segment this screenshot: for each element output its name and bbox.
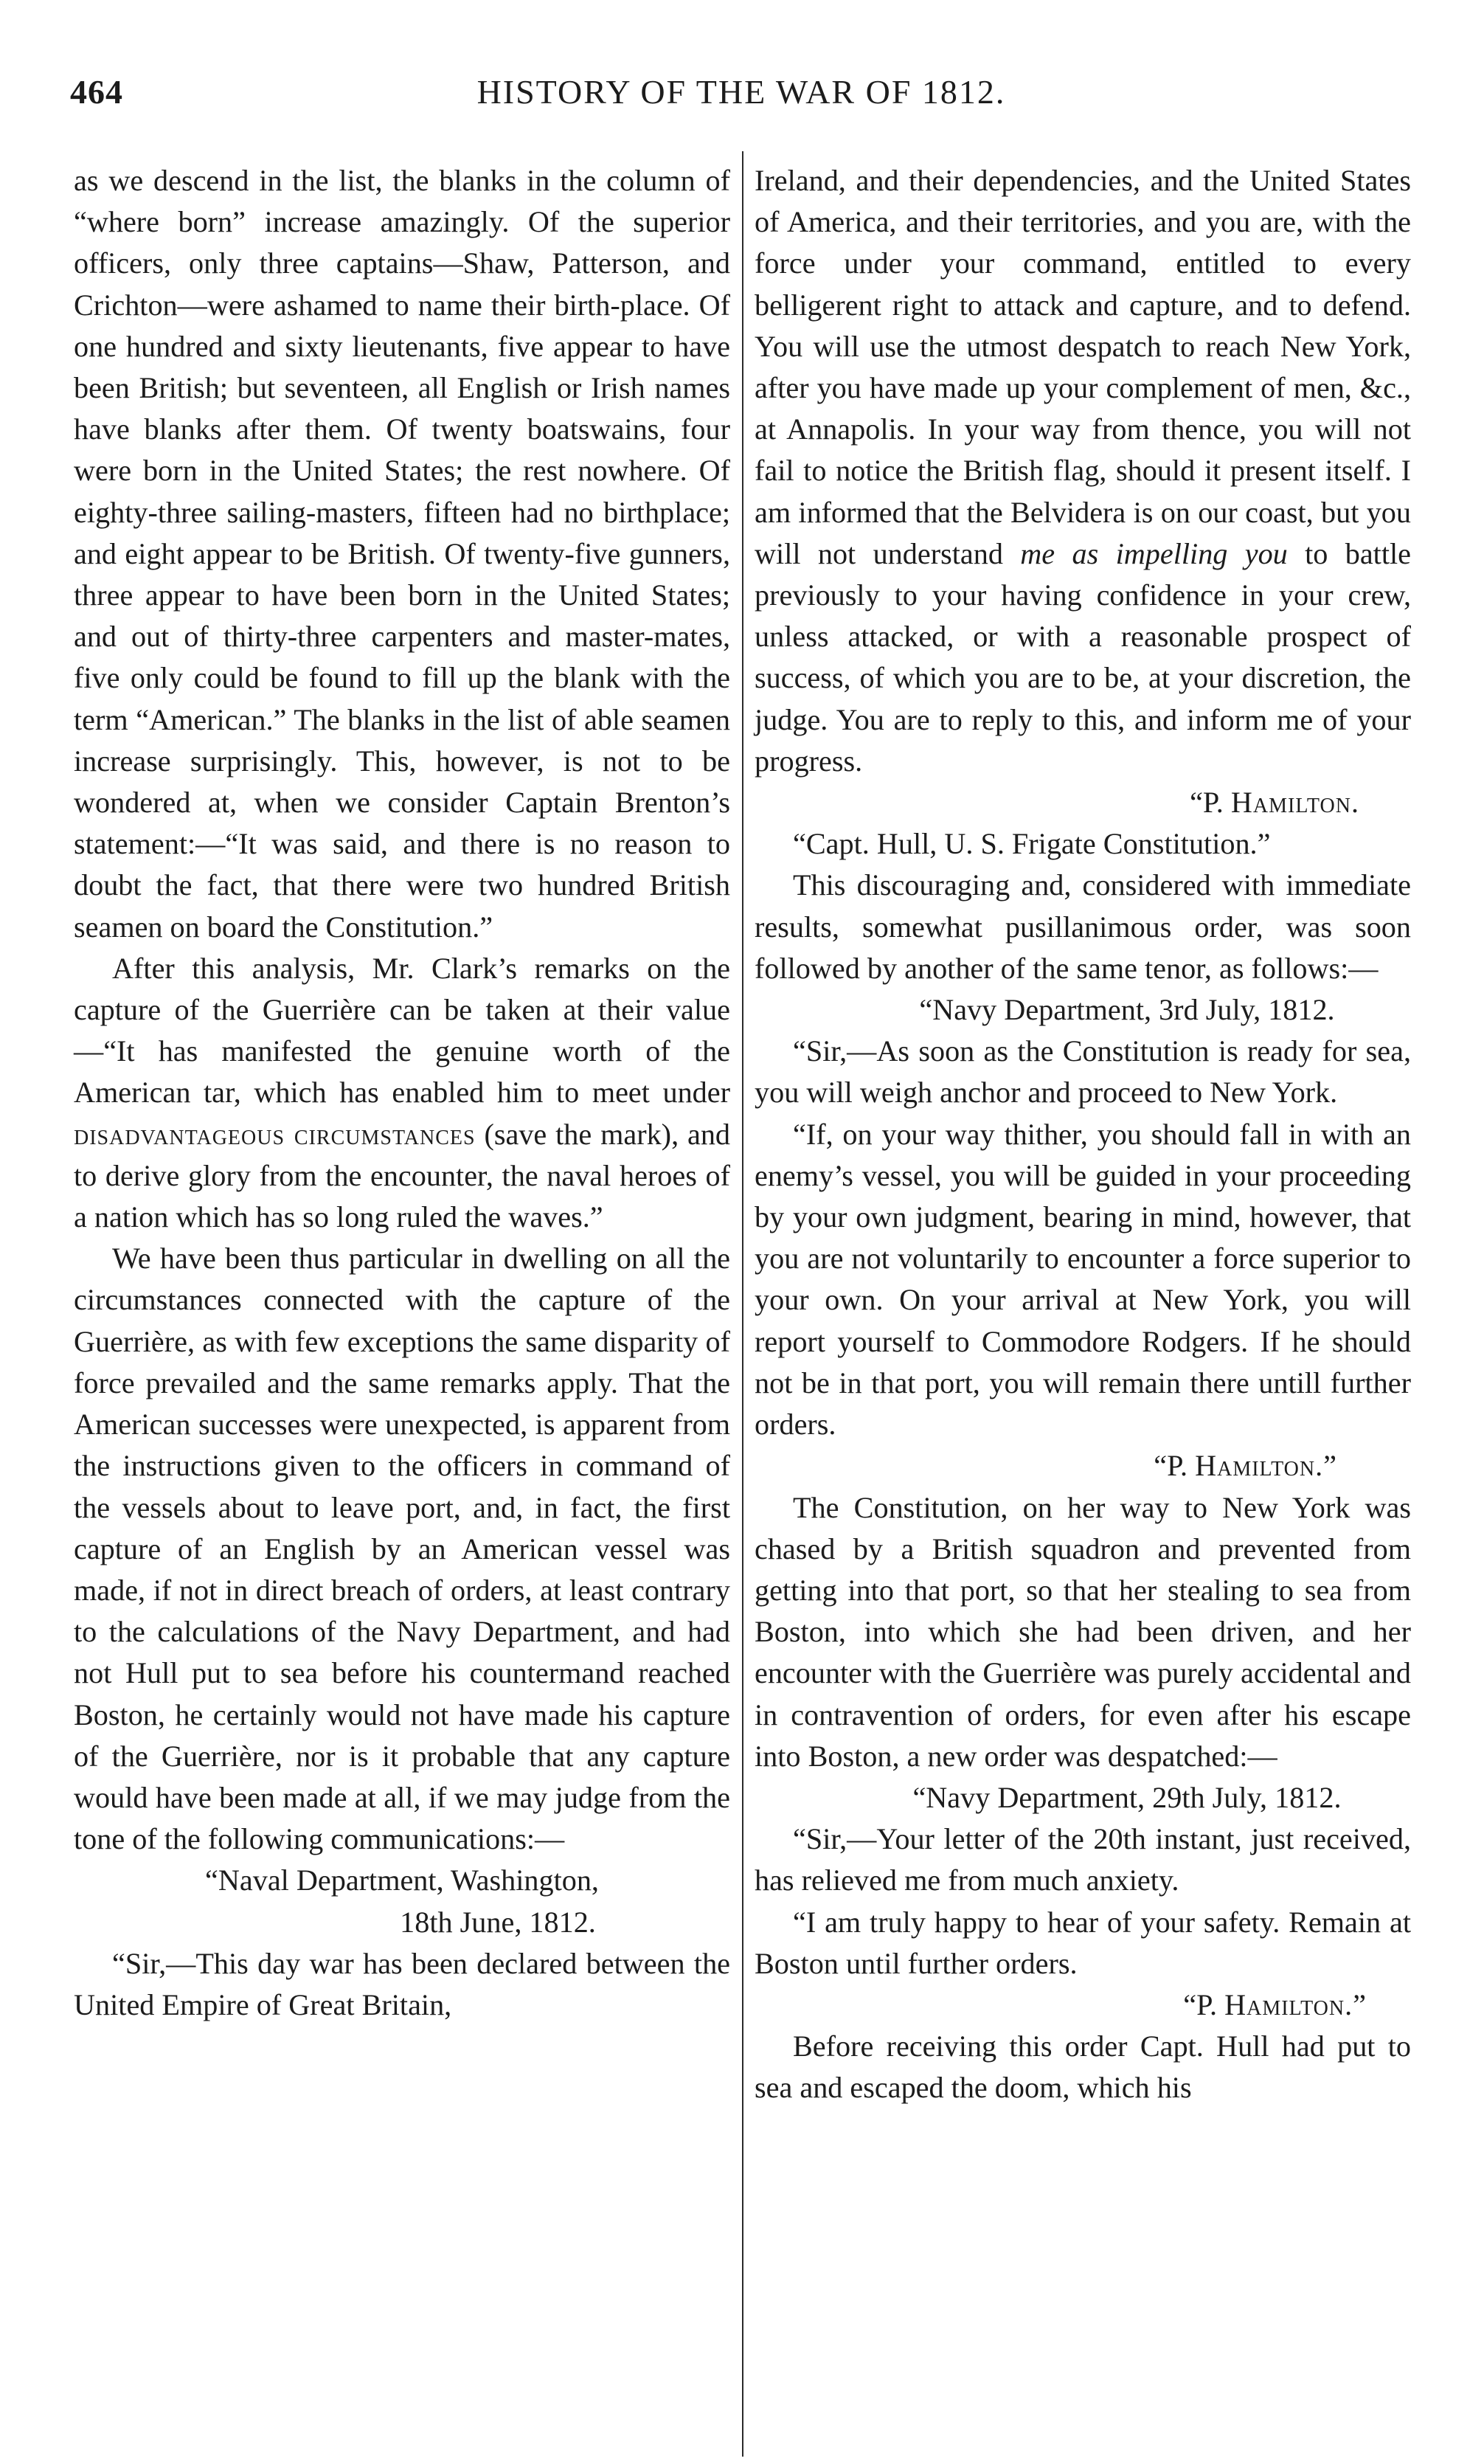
paragraph-before-receiving: Before receiving this order Capt. Hull had put to sea and escaped the doom, which his — [755, 2029, 1411, 2105]
paragraph-if-thither: “If, on your way thither, you should fall in with an enemy’s vessel, you will be guided in your proceeding by your own judgment, bearing in mind, however, that you are not voluntarily to encounter a force superior to your own. On your arrival at New York, you will report yourself to Commodore Rodgers. If he should not be in that port, you will remain there untill further orders. — [755, 1117, 1411, 1442]
paragraph-safety: “I am truly happy to hear of your safety. Remain at Boston until further orders. — [755, 1905, 1411, 1980]
letter-text-b: to battle previously to your having confidence in your crew, unless attacked, or with a reasonable prospect of success, of which you are to be, at your discretion, the judge. You are to reply to this, and inform me of your progress. — [755, 536, 1412, 778]
paragraph-chased: The Constitution, on her way to New York was chased by a British squadron and prevented from getting into that port, so that her stealing to sea from Boston, into which she had been driven, and her encounter with the Guerrière was purely accidental and in contravention of orders, for even after his escape into Boston, a new order was despatched:— — [755, 1490, 1411, 1773]
left-column — [74, 160, 730, 2026]
paragraph-letter-continued — [755, 160, 1411, 782]
letter-addressee: “Capt. Hull, U. S. Frigate Constitution.” — [793, 827, 1271, 861]
letter-dateline-1: “Naval Department, Washington, — [205, 1863, 599, 1897]
signature-2-name: Hamilton.” — [1195, 1449, 1337, 1483]
letter-dateline-4: “Navy Department, 29th July, 1812. — [912, 1780, 1342, 1814]
clark-remarks-text-b: (save the mark), and to derive glory from the encounter, the naval heroes of a nation which has so long ruled the waves.” — [74, 1117, 731, 1234]
column-divider — [742, 151, 743, 2457]
paragraph-discouraging: This discouraging and, considered with immediate results, somewhat pusillanimous order, was soon followed by another of the same tenor, as follows:— — [755, 868, 1411, 985]
signature-3 — [755, 1984, 1411, 2026]
paragraph-clark-remarks — [74, 948, 730, 1238]
signature-1-prefix: “P. — [1190, 786, 1231, 820]
signature-1-name: Hamilton. — [1230, 786, 1359, 820]
signature-2 — [755, 1445, 1411, 1487]
signature-2-prefix: “P. — [1154, 1449, 1196, 1483]
paragraph-letter-start: “Sir,—This day war has been declared between the United Empire of Great Britain, — [74, 1946, 730, 2021]
letter-dateline-2: 18th June, 1812. — [400, 1905, 596, 1939]
signature-1 — [755, 782, 1411, 823]
paragraph-crew-list: as we descend in the list, the blanks in the column of “where born” increase amazingly. Of the superior officers, only three captains—Shaw, Patterson, and Crichton—were ashamed to name their birth-place. Of one hundred and sixty lieutenants, five appear to have been British; but seventeen, all English or Irish names have blanks after them. Of twenty boatswains, four were born in the United States; the rest nowhere. Of eighty-three sailing-masters, fifteen had no birthplace; and eight appear to be British. Of twenty-five gunners, three appear to have been born in the United States; and out of thirty-three carpenters and master-mates, five only could be found to fill up the blank with the term “American.” The blanks in the list of able seamen increase surprisingly. This, however, is not to be wondered at, when we consider Captain Brenton’s statement:—“It was said, and there is no reason to doubt the fact, that there were two hundred British seamen on board the Constitution.” — [74, 164, 730, 944]
page-number: 464 — [70, 73, 123, 111]
right-column — [755, 160, 1411, 2109]
signature-3-name: Hamilton.” — [1224, 1987, 1367, 2021]
running-title: HISTORY OF THE WAR OF 1812. — [476, 73, 1006, 111]
clark-remarks-smallcaps: disadvantageous circumstances — [74, 1117, 476, 1151]
letter-text-a: Ireland, and their dependencies, and the United States of America, and their territories, and you are, with the force under your command, entitled to every belligerent right to attack and capture, and to defend. You will use the utmost despatch to reach New York, after you have made up your complement of men, &c., at Annapolis. In your way from thence, you will not fail to notice the British flag, should it present itself. I am informed that the Belvidera is on our coast, but you will not understand — [755, 164, 1411, 570]
signature-3-prefix: “P. — [1183, 1987, 1225, 2021]
paragraph-your-letter: “Sir,—Your letter of the 20th instant, just received, has relieved me from much anxiety. — [755, 1822, 1411, 1897]
paragraph-circumstances: We have been thus particular in dwelling on all the circumstances connected with the capture of the Guerrière, as with few exceptions the same disparity of force prevailed and the same remarks apply. That the American successes were unexpected, is apparent from the instructions given to the officers in command of the vessels about to leave port, and, in fact, the first capture of an English by an American vessel was made, if not in direct breach of orders, at least contrary to the calculations of the Navy Department, and had not Hull put to sea before his countermand reached Boston, he certainly would not have made his capture of the Guerrière, nor is it probable that any capture would have been made at all, if we may judge from the tone of the following communications:— — [74, 1242, 730, 1856]
letter-dateline-3: “Navy Department, 3rd July, 1812. — [919, 993, 1335, 1027]
letter-italic-phrase: me as impelling you — [1020, 536, 1288, 570]
clark-remarks-text-a: After this analysis, Mr. Clark’s remarks on the capture of the Guerrière can be taken at their value—“It has manifested the genuine worth of the American tar, which has enabled him to meet under — [74, 951, 730, 1110]
paragraph-sir-constitution: “Sir,—As soon as the Constitution is ready for sea, you will weigh anchor and proceed to New York. — [755, 1034, 1411, 1110]
page-header — [70, 72, 1412, 131]
